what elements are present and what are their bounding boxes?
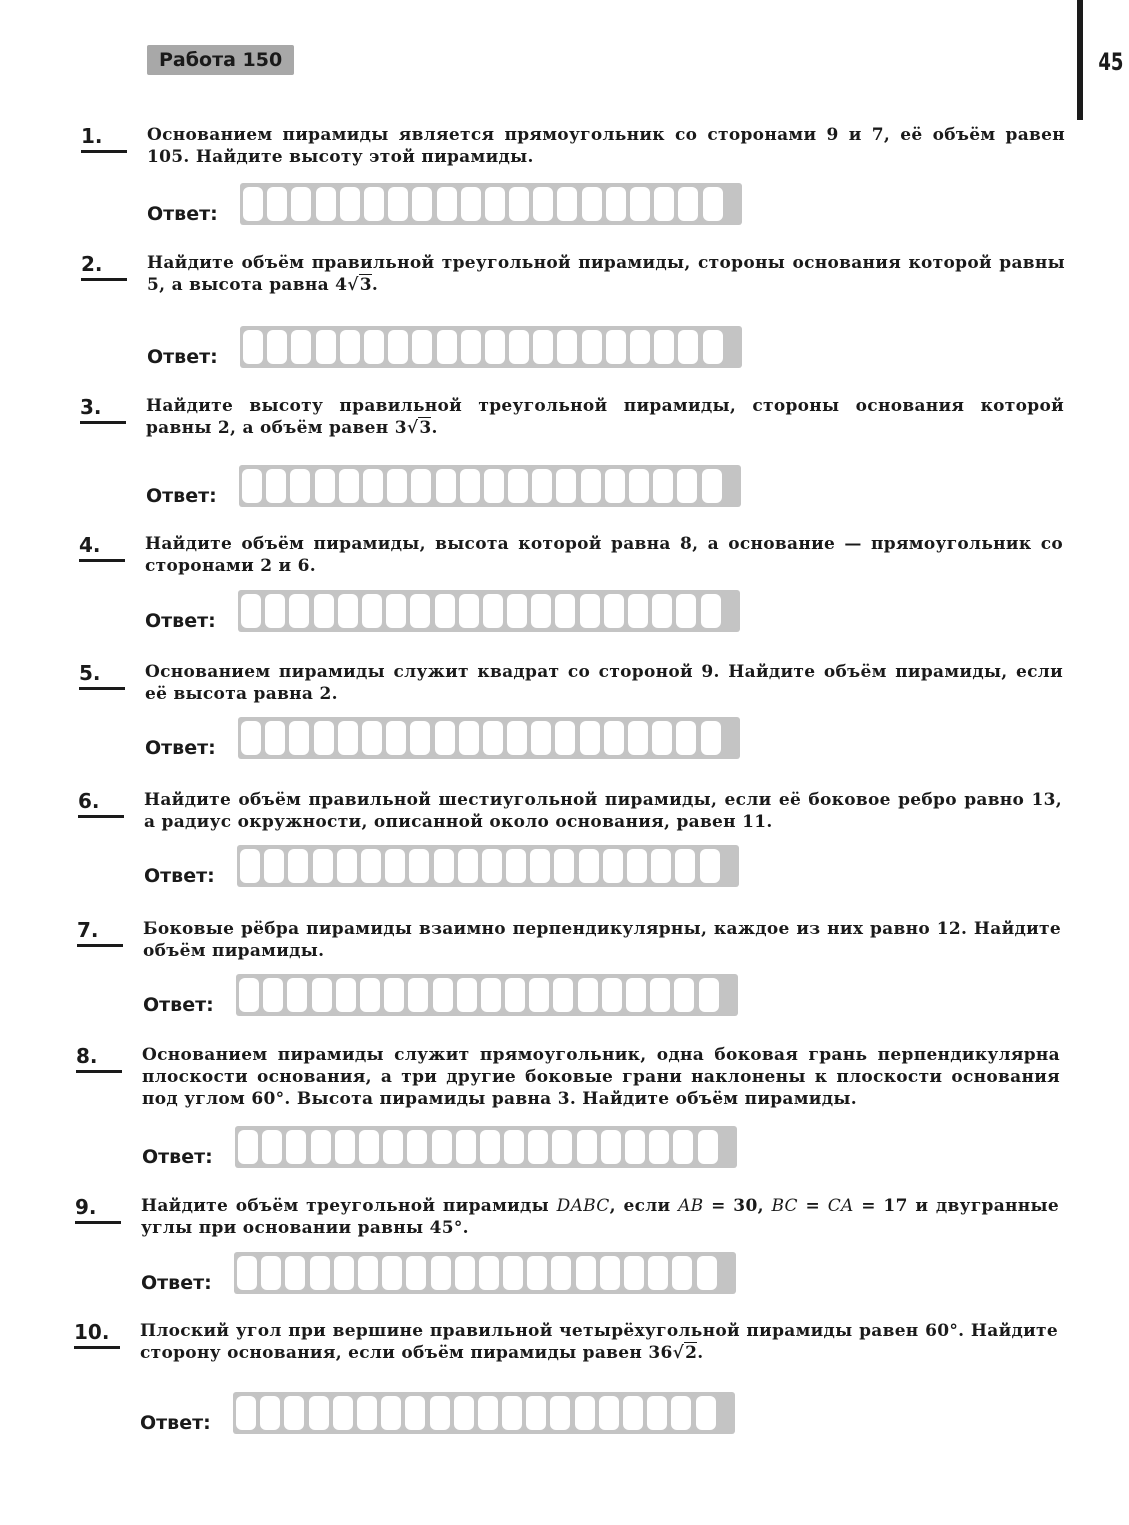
answer-label: Ответ: — [141, 1272, 212, 1294]
answer-cell[interactable] — [240, 849, 260, 883]
answer-cell[interactable] — [630, 187, 650, 221]
answer-cell[interactable] — [671, 1396, 691, 1430]
answer-cell[interactable] — [412, 187, 432, 221]
problem-text: Боковые рёбра пирамиды взаимно перпендикулярны, каждое из них равно 12. Найдите объём пирамиды. — [143, 919, 1061, 961]
problem-text: Плоский угол при вершине правильной четырёхугольной пирамиды равен 60°. Найдите сторону основания, если объём пирамиды равен 36√2. — [140, 1321, 1058, 1363]
answer-cell[interactable] — [652, 721, 672, 755]
answer-cell[interactable] — [557, 330, 577, 364]
answer-cell[interactable] — [436, 469, 456, 503]
answer-cell[interactable] — [578, 978, 598, 1012]
answer-cell[interactable] — [431, 1256, 451, 1290]
answer-cell[interactable] — [582, 330, 602, 364]
answer-cell[interactable] — [554, 849, 574, 883]
answer-cell[interactable] — [698, 1130, 718, 1164]
answer-cell[interactable] — [625, 1130, 645, 1164]
answer-input-box[interactable] — [233, 1392, 735, 1434]
answer-label: Ответ: — [144, 865, 215, 887]
answer-cell[interactable] — [696, 1396, 716, 1430]
answer-cell[interactable] — [703, 330, 723, 364]
answer-cell[interactable] — [386, 594, 406, 628]
answer-cell[interactable] — [530, 849, 550, 883]
answer-cell[interactable] — [606, 330, 626, 364]
answer-cell[interactable] — [676, 721, 696, 755]
answer-cell[interactable] — [505, 978, 525, 1012]
answer-cell[interactable] — [284, 1396, 304, 1430]
answer-cell[interactable] — [532, 469, 552, 503]
answer-cell[interactable] — [581, 469, 601, 503]
answer-cell[interactable] — [335, 1130, 355, 1164]
answer-cell[interactable] — [385, 849, 405, 883]
answer-cell[interactable] — [576, 1256, 596, 1290]
answer-cell[interactable] — [557, 187, 577, 221]
answer-cell[interactable] — [264, 849, 284, 883]
answer-label: Ответ: — [145, 737, 216, 759]
answer-cell[interactable] — [238, 1130, 258, 1164]
answer-cell[interactable] — [509, 187, 529, 221]
answer-input-box[interactable] — [240, 326, 742, 368]
answer-cell[interactable] — [648, 1256, 668, 1290]
answer-cell[interactable] — [290, 469, 310, 503]
answer-cell[interactable] — [461, 330, 481, 364]
answer-cell[interactable] — [508, 469, 528, 503]
answer-cell[interactable] — [550, 1396, 570, 1430]
answer-cell[interactable] — [502, 1396, 522, 1430]
problem-number: 6. — [78, 789, 124, 813]
problem-text: Основанием пирамиды служит квадрат со стороной 9. Найдите объём пирамиды, если её высота равна 2. — [145, 662, 1063, 704]
answer-cell[interactable] — [504, 1130, 524, 1164]
answer-cell[interactable] — [651, 849, 671, 883]
answer-cell[interactable] — [531, 594, 551, 628]
problem-number: 9. — [75, 1195, 121, 1219]
answer-cell[interactable] — [577, 1130, 597, 1164]
answer-cell[interactable] — [647, 1396, 667, 1430]
answer-cell[interactable] — [455, 1256, 475, 1290]
answer-cell[interactable] — [553, 978, 573, 1012]
answer-cell[interactable] — [310, 1256, 330, 1290]
answer-cell[interactable] — [628, 721, 648, 755]
answer-cell[interactable] — [454, 1396, 474, 1430]
answer-cell[interactable] — [503, 1256, 523, 1290]
answer-cell[interactable] — [408, 978, 428, 1012]
answer-cell[interactable] — [527, 1256, 547, 1290]
problem-text: Найдите объём треугольной пирамиды DABC, если AB = 30, BC = CA = 17 и двугранные углы при основании равны 45°. — [141, 1196, 1059, 1238]
answer-cell[interactable] — [600, 1256, 620, 1290]
answer-cell[interactable] — [654, 330, 674, 364]
answer-cell[interactable] — [364, 330, 384, 364]
answer-cell[interactable] — [241, 594, 261, 628]
answer-cell[interactable] — [435, 594, 455, 628]
answer-cell[interactable] — [674, 978, 694, 1012]
problem-text: Основанием пирамиды служит прямоугольник, одна боковая грань перпендикулярна плоскости основания, а три другие боковые грани наклонены к плоскости основания под углом 60°. Высота пирамиды равна 3. Найдите объём пирамиды. — [142, 1045, 1060, 1109]
answer-label: Ответ: — [147, 346, 218, 368]
answer-cell[interactable] — [601, 1130, 621, 1164]
answer-cell[interactable] — [699, 978, 719, 1012]
answer-cell[interactable] — [483, 721, 503, 755]
answer-cell[interactable] — [551, 1256, 571, 1290]
answer-cell[interactable] — [652, 594, 672, 628]
answer-cell[interactable] — [676, 594, 696, 628]
answer-cell[interactable] — [386, 721, 406, 755]
problem-text: Найдите объём правильной треугольной пирамиды, стороны основания которой равны 5, а высота равна 4√3. — [147, 253, 1065, 295]
answer-cell[interactable] — [285, 1256, 305, 1290]
answer-cell[interactable] — [649, 1130, 669, 1164]
answer-cell[interactable] — [626, 978, 646, 1012]
answer-cell[interactable] — [479, 1256, 499, 1290]
answer-cell[interactable] — [435, 721, 455, 755]
page-edge-bar — [1077, 0, 1083, 120]
answer-cell[interactable] — [603, 849, 623, 883]
answer-cell[interactable] — [604, 594, 624, 628]
answer-cell[interactable] — [410, 721, 430, 755]
answer-cell[interactable] — [531, 721, 551, 755]
answer-cell[interactable] — [678, 187, 698, 221]
answer-cell[interactable] — [263, 978, 283, 1012]
answer-cell[interactable] — [432, 1130, 452, 1164]
answer-label: Ответ: — [143, 994, 214, 1016]
answer-input-box[interactable] — [239, 465, 741, 507]
answer-cell[interactable] — [236, 1396, 256, 1430]
answer-cell[interactable] — [309, 1396, 329, 1430]
answer-cell[interactable] — [533, 187, 553, 221]
answer-cell[interactable] — [459, 594, 479, 628]
answer-cell[interactable] — [478, 1396, 498, 1430]
answer-cell[interactable] — [359, 1130, 379, 1164]
answer-cell[interactable] — [650, 978, 670, 1012]
answer-cell[interactable] — [412, 330, 432, 364]
answer-cell[interactable] — [262, 1130, 282, 1164]
answer-cell[interactable] — [260, 1396, 280, 1430]
answer-cell[interactable] — [286, 1130, 306, 1164]
answer-cell[interactable] — [261, 1256, 281, 1290]
answer-cell[interactable] — [555, 721, 575, 755]
answer-cell[interactable] — [382, 1256, 402, 1290]
answer-cell[interactable] — [485, 187, 505, 221]
answer-cell[interactable] — [602, 978, 622, 1012]
answer-cell[interactable] — [387, 469, 407, 503]
work-title: Работа 150 — [147, 45, 294, 75]
answer-cell[interactable] — [702, 469, 722, 503]
answer-cell[interactable] — [313, 849, 333, 883]
answer-cell[interactable] — [336, 978, 356, 1012]
answer-cell[interactable] — [555, 594, 575, 628]
problem-number: 10. — [74, 1320, 120, 1344]
answer-cell[interactable] — [291, 187, 311, 221]
answer-cell[interactable] — [243, 187, 263, 221]
answer-cell[interactable] — [675, 849, 695, 883]
answer-cell[interactable] — [437, 187, 457, 221]
answer-cell[interactable] — [241, 721, 261, 755]
answer-cell[interactable] — [480, 1130, 500, 1164]
answer-cell[interactable] — [484, 469, 504, 503]
answer-cell[interactable] — [582, 187, 602, 221]
answer-cell[interactable] — [337, 849, 357, 883]
problem-text: Найдите объём правильной шестиугольной пирамиды, если её боковое ребро равно 13, а радиус окружности, описанной около основания, равен 11. — [144, 790, 1062, 832]
problem-number: 3. — [80, 395, 126, 419]
answer-cell[interactable] — [606, 187, 626, 221]
answer-cell[interactable] — [358, 1256, 378, 1290]
answer-cell[interactable] — [364, 187, 384, 221]
answer-cell[interactable] — [529, 978, 549, 1012]
answer-cell[interactable] — [411, 469, 431, 503]
answer-cell[interactable] — [340, 187, 360, 221]
answer-cell[interactable] — [460, 469, 480, 503]
answer-input-box[interactable] — [240, 183, 742, 225]
answer-cell[interactable] — [338, 721, 358, 755]
answer-input-box[interactable] — [236, 974, 738, 1016]
problem-number: 2. — [81, 252, 127, 276]
answer-cell[interactable] — [362, 721, 382, 755]
answer-cell[interactable] — [605, 469, 625, 503]
answer-cell[interactable] — [314, 721, 334, 755]
answer-cell[interactable] — [237, 1256, 257, 1290]
answer-cell[interactable] — [461, 187, 481, 221]
answer-cell[interactable] — [363, 469, 383, 503]
answer-cell[interactable] — [556, 469, 576, 503]
answer-cell[interactable] — [267, 330, 287, 364]
answer-cell[interactable] — [410, 594, 430, 628]
page-number: 45 — [1097, 48, 1123, 76]
answer-cell[interactable] — [457, 978, 477, 1012]
answer-cell[interactable] — [289, 594, 309, 628]
answer-input-box[interactable] — [238, 717, 740, 759]
answer-cell[interactable] — [672, 1256, 692, 1290]
answer-cell[interactable] — [266, 469, 286, 503]
problem-number: 1. — [81, 124, 127, 148]
answer-cell[interactable] — [383, 1130, 403, 1164]
answer-cell[interactable] — [701, 594, 721, 628]
answer-cell[interactable] — [388, 330, 408, 364]
answer-cell[interactable] — [526, 1396, 546, 1430]
problem-number: 7. — [77, 918, 123, 942]
answer-cell[interactable] — [265, 594, 285, 628]
answer-cell[interactable] — [456, 1130, 476, 1164]
answer-input-box[interactable] — [235, 1126, 737, 1168]
answer-cell[interactable] — [507, 721, 527, 755]
answer-cell[interactable] — [334, 1256, 354, 1290]
answer-cell[interactable] — [506, 849, 526, 883]
problem-text: Найдите высоту правильной треугольной пирамиды, стороны основания которой равны 2, а объём равен 3√3. — [146, 396, 1064, 438]
answer-cell[interactable] — [242, 469, 262, 503]
answer-cell[interactable] — [528, 1130, 548, 1164]
answer-cell[interactable] — [287, 978, 307, 1012]
answer-cell[interactable] — [316, 187, 336, 221]
answer-cell[interactable] — [629, 469, 649, 503]
answer-cell[interactable] — [624, 1256, 644, 1290]
answer-cell[interactable] — [361, 849, 381, 883]
answer-input-box[interactable] — [234, 1252, 736, 1294]
answer-cell[interactable] — [580, 721, 600, 755]
problem-number: 5. — [79, 661, 125, 685]
answer-cell[interactable] — [459, 721, 479, 755]
answer-cell[interactable] — [381, 1396, 401, 1430]
answer-cell[interactable] — [333, 1396, 353, 1430]
answer-cell[interactable] — [316, 330, 336, 364]
answer-cell[interactable] — [458, 849, 478, 883]
answer-cell[interactable] — [653, 469, 673, 503]
answer-cell[interactable] — [339, 469, 359, 503]
problem-text: Основанием пирамиды является прямоугольник со сторонами 9 и 7, её объём равен 105. Найдите высоту этой пирамиды. — [147, 125, 1065, 167]
answer-cell[interactable] — [243, 330, 263, 364]
answer-cell[interactable] — [407, 1130, 427, 1164]
answer-cell[interactable] — [677, 469, 697, 503]
answer-cell[interactable] — [533, 330, 553, 364]
answer-cell[interactable] — [409, 849, 429, 883]
answer-cell[interactable] — [384, 978, 404, 1012]
answer-cell[interactable] — [314, 594, 334, 628]
answer-cell[interactable] — [311, 1130, 331, 1164]
answer-cell[interactable] — [630, 330, 650, 364]
answer-cell[interactable] — [430, 1396, 450, 1430]
answer-cell[interactable] — [678, 330, 698, 364]
problem-text: Найдите объём пирамиды, высота которой равна 8, а основание — прямоугольник со сторонами 2 и 6. — [145, 534, 1063, 576]
answer-cell[interactable] — [289, 721, 309, 755]
answer-cell[interactable] — [267, 187, 287, 221]
answer-cell[interactable] — [575, 1396, 595, 1430]
answer-cell[interactable] — [628, 594, 648, 628]
answer-cell[interactable] — [485, 330, 505, 364]
answer-label: Ответ: — [147, 203, 218, 225]
problem-number: 8. — [76, 1044, 122, 1068]
answer-cell[interactable] — [580, 594, 600, 628]
answer-cell[interactable] — [360, 978, 380, 1012]
answer-cell[interactable] — [552, 1130, 572, 1164]
answer-label: Ответ: — [140, 1412, 211, 1434]
answer-cell[interactable] — [312, 978, 332, 1012]
answer-cell[interactable] — [433, 978, 453, 1012]
answer-cell[interactable] — [701, 721, 721, 755]
answer-cell[interactable] — [362, 594, 382, 628]
answer-cell[interactable] — [673, 1130, 693, 1164]
answer-cell[interactable] — [627, 849, 647, 883]
answer-cell[interactable] — [437, 330, 457, 364]
answer-cell[interactable] — [481, 978, 501, 1012]
answer-cell[interactable] — [405, 1396, 425, 1430]
answer-cell[interactable] — [388, 187, 408, 221]
answer-cell[interactable] — [700, 849, 720, 883]
answer-cell[interactable] — [654, 187, 674, 221]
answer-label: Ответ: — [146, 485, 217, 507]
answer-cell[interactable] — [338, 594, 358, 628]
answer-cell[interactable] — [604, 721, 624, 755]
answer-cell[interactable] — [483, 594, 503, 628]
answer-cell[interactable] — [703, 187, 723, 221]
answer-cell[interactable] — [315, 469, 335, 503]
answer-cell[interactable] — [340, 330, 360, 364]
answer-cell[interactable] — [482, 849, 502, 883]
answer-cell[interactable] — [579, 849, 599, 883]
answer-label: Ответ: — [142, 1146, 213, 1168]
answer-label: Ответ: — [145, 610, 216, 632]
answer-cell[interactable] — [239, 978, 259, 1012]
answer-cell[interactable] — [291, 330, 311, 364]
answer-cell[interactable] — [599, 1396, 619, 1430]
answer-cell[interactable] — [697, 1256, 717, 1290]
answer-cell[interactable] — [509, 330, 529, 364]
answer-cell[interactable] — [406, 1256, 426, 1290]
answer-cell[interactable] — [265, 721, 285, 755]
answer-cell[interactable] — [434, 849, 454, 883]
problem-number: 4. — [79, 533, 125, 557]
answer-cell[interactable] — [357, 1396, 377, 1430]
answer-cell[interactable] — [623, 1396, 643, 1430]
answer-cell[interactable] — [288, 849, 308, 883]
answer-input-box[interactable] — [238, 590, 740, 632]
answer-cell[interactable] — [507, 594, 527, 628]
answer-input-box[interactable] — [237, 845, 739, 887]
